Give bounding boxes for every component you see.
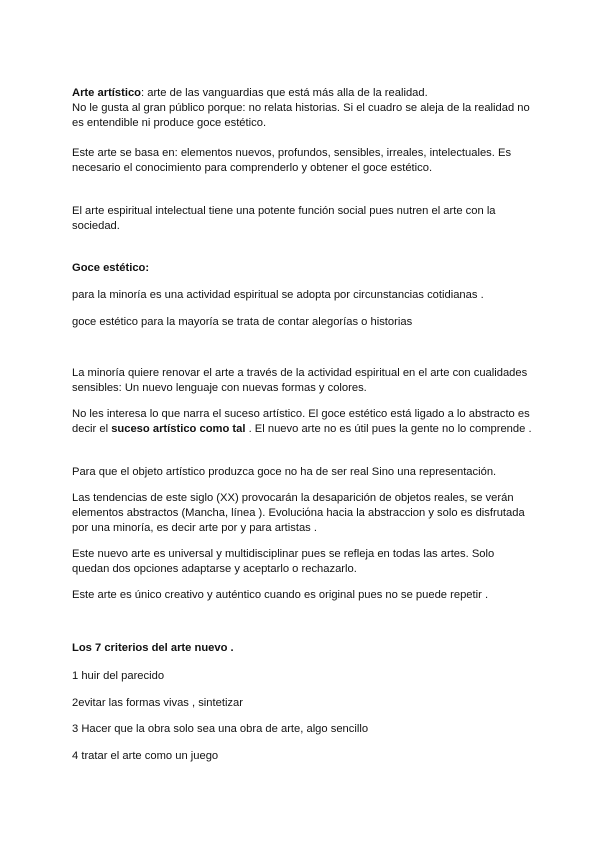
- interest-bold: suceso artístico como tal: [111, 423, 246, 435]
- renew-paragraph: La minoría quiere renovar el arte a través de la actividad espiritual en el arte con cualidades sensibles: Un nuevo lenguaje con nuevas formas y colores.: [72, 367, 528, 394]
- goce-majority: goce estético para la mayoría se trata de contar alegorías o historias: [72, 316, 413, 328]
- interest-before: No les interesa lo que narra el suceso artístico. El goce estético está ligado a lo abstracto es decir el: [72, 408, 530, 435]
- object-paragraph: Para que el objeto artístico produzca goce no ha de ser real Sino una representación.: [72, 466, 497, 478]
- spiritual-paragraph: El arte espiritual intelectual tiene una potente función social pues nutren el arte con la sociedad.: [72, 205, 496, 232]
- criteria-heading-text: Los 7 criterios del arte nuevo .: [72, 642, 234, 654]
- intro-definition: : arte de las vanguardias que está más alla de la realidad.: [141, 87, 428, 99]
- criteria-item: 1 huir del parecido: [72, 670, 165, 682]
- goce-minority: para la minoría es una actividad espiritual se adopta por circunstancias cotidianas .: [72, 289, 484, 301]
- tendencies-paragraph: Las tendencias de este siglo (XX) provocarán la desaparición de objetos reales, se verán elementos abstractos (Mancha, línea ). Evoluciόna hacia la abstraccion y solo es disfrutada por una minoría, es decir arte por y para artistas .: [72, 492, 525, 534]
- universal-paragraph: Este nuevo arte es universal y multidisciplinar pues se refleja en todas las artes. Solo quedan dos opciones adaptarse y aceptarlo o rechazarlo.: [72, 548, 495, 575]
- intro-paragraph: [72, 86, 534, 131]
- intro-term: Arte artístico: [72, 87, 142, 99]
- base-paragraph: Este arte se basa en: elementos nuevos, profundos, sensibles, irreales, intelectuales. Es necesario el conocimiento para comprenderlo y obtener el goce estético.: [72, 147, 512, 174]
- goce-heading: [72, 261, 534, 276]
- interest-paragraph: [72, 407, 534, 437]
- intro-line2: No le gusta al gran público porque: no relata historias. Si el cuadro se aleja de la realidad no es entendible ni produce goce estético.: [72, 102, 530, 129]
- interest-after: . El nuevo arte no es útil pues la gente no lo comprende .: [245, 423, 532, 435]
- criteria-item: 2evitar las formas vivas , sintetizar: [72, 697, 243, 709]
- unique-paragraph: Este arte es único creativo y auténtico cuando es original pues no se puede repetir .: [72, 589, 489, 601]
- criteria-heading: [72, 641, 534, 656]
- criteria-item: 3 Hacer que la obra solo sea una obra de arte, algo sencillo: [72, 723, 369, 735]
- criteria-item: 4 tratar el arte como un juego: [72, 750, 219, 762]
- goce-heading-text: Goce estético:: [72, 262, 150, 274]
